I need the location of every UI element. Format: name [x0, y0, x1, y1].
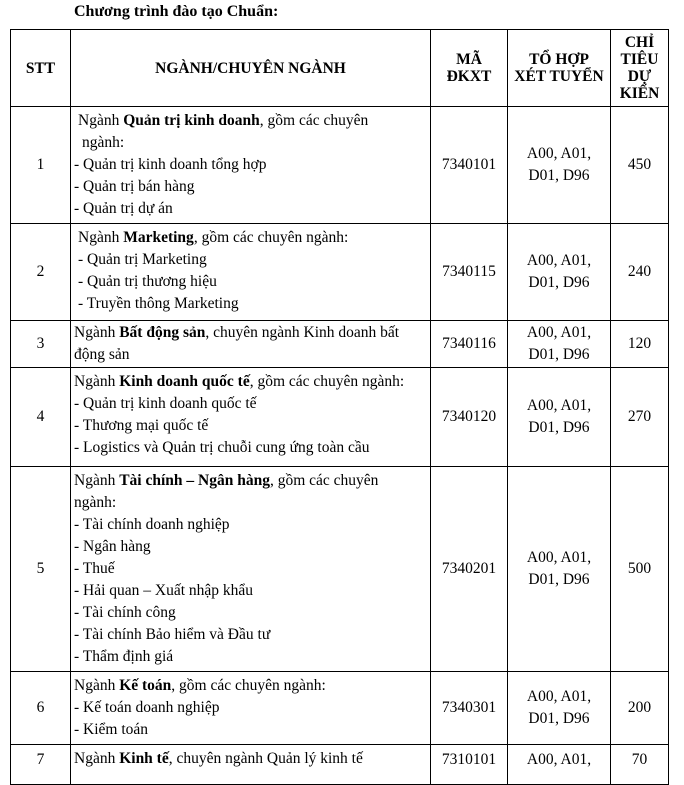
- cell-code: 7340301: [431, 672, 508, 745]
- table-row: [11, 107, 669, 224]
- cell-combo: A00, A01,: [508, 745, 611, 785]
- specialization-item: - Kiểm toán: [74, 721, 149, 738]
- major-name: Marketing: [123, 229, 194, 246]
- major-name: Tài chính – Ngân hàng: [119, 472, 270, 489]
- program-table: [10, 29, 669, 785]
- cell-nganh: [71, 672, 431, 745]
- major-name: Kế toán: [119, 677, 172, 694]
- cell-quota: 270: [611, 368, 669, 467]
- major-title: Ngành Kinh tế, chuyên ngành Quản lý kinh tế: [74, 750, 363, 767]
- specialization-item: - Kế toán doanh nghiệp: [74, 699, 220, 716]
- header-tohop-line2: XÉT TUYỂN: [514, 68, 604, 85]
- cell-stt: 6: [11, 672, 71, 745]
- cell-code: 7340116: [431, 321, 508, 368]
- major-title-cont: ngành:: [74, 494, 117, 511]
- cell-quota: 500: [611, 467, 669, 672]
- header-ma-line2: ĐKXT: [446, 68, 492, 85]
- cell-combo: A00, A01, D01, D96: [508, 467, 611, 672]
- specialization-item: - Tài chính Bảo hiểm và Đầu tư: [74, 626, 271, 643]
- cell-code: 7310101: [431, 745, 508, 785]
- cell-quota: 240: [611, 224, 669, 321]
- header-chitieu-line1: CHỈ: [624, 34, 655, 51]
- cell-stt: 4: [11, 368, 71, 467]
- table-row: [11, 745, 669, 785]
- cell-stt: 5: [11, 467, 71, 672]
- major-name: Bất động sản: [119, 324, 206, 341]
- header-chitieu-line3: DỰ: [627, 68, 652, 85]
- specialization-item: - Tài chính công: [74, 604, 176, 621]
- cell-nganh: [71, 107, 431, 224]
- cell-combo: A00, A01, D01, D96: [508, 672, 611, 745]
- cell-code: 7340120: [431, 368, 508, 467]
- cell-combo: A00, A01, D01, D96: [508, 107, 611, 224]
- header-ma-line1: MÃ: [456, 51, 482, 68]
- header-chitieu-line4: KIẾN: [619, 85, 660, 102]
- cell-code: 7340115: [431, 224, 508, 321]
- specialization-item: - Tài chính doanh nghiệp: [74, 516, 230, 533]
- major-title: Ngành Tài chính – Ngân hàng, gồm các chuyên: [74, 472, 379, 489]
- specialization-item: - Logistics và Quản trị chuỗi cung ứng toàn cầu: [74, 439, 370, 456]
- header-tohop-line1: TỔ HỢP: [529, 51, 589, 68]
- header-tohop: [508, 30, 611, 107]
- major-title: Ngành Quản trị kinh doanh, gồm các chuyên: [78, 112, 369, 129]
- cell-stt: 1: [11, 107, 71, 224]
- cell-quota: 450: [611, 107, 669, 224]
- table-row: [11, 368, 669, 467]
- header-nganh: NGÀNH/CHUYÊN NGÀNH: [71, 30, 431, 107]
- major-title: Ngành Marketing, gồm các chuyên ngành:: [78, 229, 349, 246]
- specialization-item: - Hải quan – Xuất nhập khẩu: [74, 582, 254, 599]
- table-row: [11, 467, 669, 672]
- specialization-item: - Quản trị kinh doanh tổng hợp: [74, 156, 267, 173]
- specialization-item: - Ngân hàng: [74, 538, 151, 555]
- section-heading: Chương trình đào tạo Chuẩn:: [74, 3, 279, 20]
- major-title: Ngành Kế toán, gồm các chuyên ngành:: [74, 677, 326, 694]
- major-name: Kinh tế: [119, 750, 169, 767]
- header-ma: [431, 30, 508, 107]
- cell-stt: 3: [11, 321, 71, 368]
- cell-nganh: [71, 368, 431, 467]
- major-title: Ngành Kinh doanh quốc tế, gồm các chuyên ngành:: [74, 373, 405, 390]
- cell-code: 7340101: [431, 107, 508, 224]
- specialization-item: - Quản trị kinh doanh quốc tế: [74, 395, 257, 412]
- specialization-item: - Quản trị Marketing: [78, 251, 207, 268]
- major-title-cont: động sản: [74, 346, 130, 363]
- table-header-row: [11, 30, 669, 107]
- specialization-item: - Thương mại quốc tế: [74, 417, 209, 434]
- cell-nganh: [71, 467, 431, 672]
- cell-stt: 2: [11, 224, 71, 321]
- major-name: Quản trị kinh doanh: [123, 112, 260, 129]
- cell-combo: A00, A01, D01, D96: [508, 321, 611, 368]
- table-row: [11, 672, 669, 745]
- cell-quota: 200: [611, 672, 669, 745]
- cell-code: 7340201: [431, 467, 508, 672]
- cell-combo: A00, A01, D01, D96: [508, 224, 611, 321]
- specialization-item: - Thuế: [74, 560, 115, 577]
- specialization-item: - Quản trị thương hiệu: [78, 273, 217, 290]
- header-chitieu-line2: TIÊU: [620, 51, 659, 68]
- specialization-item: - Quản trị dự án: [74, 200, 173, 217]
- specialization-item: - Quản trị bán hàng: [74, 178, 195, 195]
- cell-nganh: [71, 224, 431, 321]
- table-row: [11, 224, 669, 321]
- major-name: Kinh doanh quốc tế: [119, 373, 250, 390]
- major-title-cont: ngành:: [82, 134, 125, 151]
- cell-quota: 120: [611, 321, 669, 368]
- cell-quota: 70: [611, 745, 669, 785]
- cell-combo: A00, A01, D01, D96: [508, 368, 611, 467]
- cell-nganh: [71, 321, 431, 368]
- header-stt: STT: [11, 30, 71, 107]
- table-row: [11, 321, 669, 368]
- header-chitieu: [611, 30, 669, 107]
- major-title: Ngành Bất động sản, chuyên ngành Kinh doanh bất: [74, 324, 400, 341]
- cell-stt: 7: [11, 745, 71, 785]
- specialization-item: - Thẩm định giá: [74, 648, 174, 665]
- cell-nganh: [71, 745, 431, 785]
- specialization-item: - Truyền thông Marketing: [78, 295, 239, 312]
